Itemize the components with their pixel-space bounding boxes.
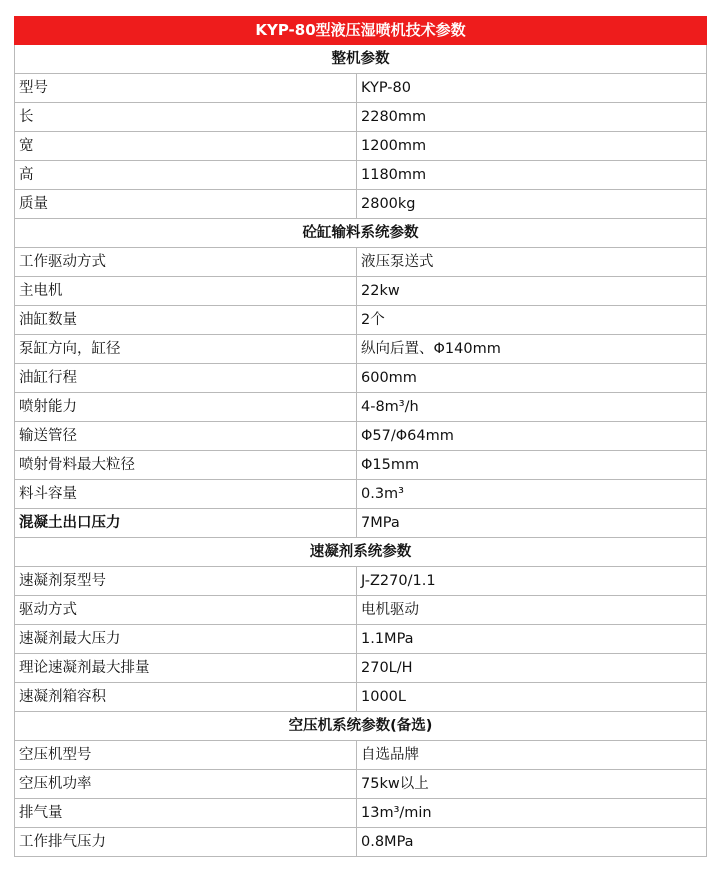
param-value: 2个 [357,306,707,335]
spec-table-container [14,16,706,857]
spec-table-body [15,17,707,857]
table-row [15,103,707,132]
param-label: 油缸数量 [15,306,357,335]
param-label: 空压机型号 [15,741,357,770]
table-row [15,161,707,190]
section-heading: 速凝剂系统参数 [15,538,707,567]
param-label: 喷射骨料最大粒径 [15,451,357,480]
table-row [15,74,707,103]
param-value: 22kw [357,277,707,306]
param-value: KYP-80 [357,74,707,103]
table-row [15,567,707,596]
table-row [15,451,707,480]
table-row [15,132,707,161]
table-row [15,596,707,625]
table-row [15,625,707,654]
param-label: 长 [15,103,357,132]
table-row [15,654,707,683]
param-label: 工作排气压力 [15,828,357,857]
param-value: 纵向后置、Φ140mm [357,335,707,364]
table-title: KYP-80型液压湿喷机技术参数 [15,17,707,45]
param-value: 0.8MPa [357,828,707,857]
param-label: 驱动方式 [15,596,357,625]
table-row [15,741,707,770]
table-row [15,190,707,219]
param-label: 工作驱动方式 [15,248,357,277]
param-label: 速凝剂最大压力 [15,625,357,654]
param-value: 2800kg [357,190,707,219]
param-value: 600mm [357,364,707,393]
param-label: 速凝剂箱容积 [15,683,357,712]
param-value: 1.1MPa [357,625,707,654]
param-value: 电机驱动 [357,596,707,625]
section-header-row [15,538,707,567]
table-row [15,683,707,712]
param-label: 空压机功率 [15,770,357,799]
param-label: 主电机 [15,277,357,306]
param-label: 排气量 [15,799,357,828]
param-value: J-Z270/1.1 [357,567,707,596]
table-row [15,248,707,277]
param-value: 2280mm [357,103,707,132]
section-heading: 砼缸输料系统参数 [15,219,707,248]
param-label: 混凝土出口压力 [15,509,357,538]
param-label: 输送管径 [15,422,357,451]
param-label: 质量 [15,190,357,219]
table-row [15,335,707,364]
param-value: 75kw以上 [357,770,707,799]
table-row [15,393,707,422]
section-header-row [15,712,707,741]
title-row [15,17,707,45]
param-value: 1200mm [357,132,707,161]
param-value: 1000L [357,683,707,712]
param-label: 高 [15,161,357,190]
section-header-row [15,219,707,248]
table-row [15,306,707,335]
table-row [15,364,707,393]
section-header-row [15,45,707,74]
param-value: 13m³/min [357,799,707,828]
table-row [15,422,707,451]
table-row [15,509,707,538]
table-row [15,480,707,509]
param-label: 泵缸方向，缸径 [15,335,357,364]
param-label: 料斗容量 [15,480,357,509]
param-value: 7MPa [357,509,707,538]
table-row [15,799,707,828]
param-value: Φ57/Φ64mm [357,422,707,451]
param-label: 速凝剂泵型号 [15,567,357,596]
param-label: 油缸行程 [15,364,357,393]
table-row [15,828,707,857]
spec-table [14,16,707,857]
param-label: 型号 [15,74,357,103]
param-value: Φ15mm [357,451,707,480]
param-label: 理论速凝剂最大排量 [15,654,357,683]
param-value: 0.3m³ [357,480,707,509]
table-row [15,770,707,799]
table-row [15,277,707,306]
param-value: 270L/H [357,654,707,683]
param-value: 4-8m³/h [357,393,707,422]
param-value: 1180mm [357,161,707,190]
param-value: 自选品牌 [357,741,707,770]
param-label: 喷射能力 [15,393,357,422]
section-heading: 整机参数 [15,45,707,74]
param-value: 液压泵送式 [357,248,707,277]
section-heading: 空压机系统参数(备选) [15,712,707,741]
param-label: 宽 [15,132,357,161]
